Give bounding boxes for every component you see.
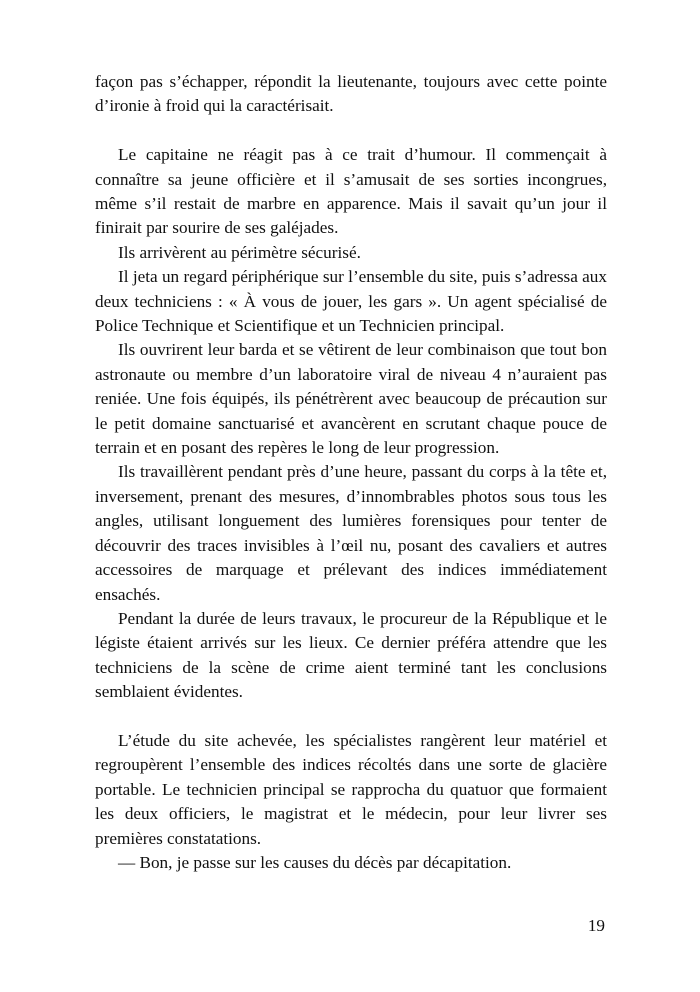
- paragraph-3: Ils arrivèrent au périmètre sécurisé.: [118, 242, 361, 262]
- paragraph-8: L’étude du site achevée, les spécialistes rangèrent leur matériel et regroupèrent l’ensemble des indices récoltés dans une sorte de glacière portable. Le technicien principal se rapprocha du quatuor que formaient les deux officiers, le magistrat et le médecin, pour leur livrer ses premières constatations.: [95, 730, 607, 848]
- paragraph-4: Il jeta un regard périphérique sur l’ensemble du site, puis s’adressa aux deux techniciens : « À vous de jouer, les gars ». Un agent spécialisé de Police Technique et Scientifique et un Technicien principal.: [95, 267, 607, 336]
- page-number: 19: [587, 916, 605, 935]
- paragraph-1: façon pas s’échapper, répondit la lieutenante, toujours avec cette pointe d’ironie à froid qui la caractérisait.: [95, 72, 607, 116]
- paragraph-6: Ils travaillèrent pendant près d’une heure, passant du corps à la tête et, inversement, prenant des mesures, d’innombrables photos sous tous les angles, utilisant longuement des lumières forensiques pour tenter de découvrir des traces invisibles à l’œil nu, posant des cavaliers et autres accessoires de marquage et prélevant des indices immédiatement ensachés.: [95, 462, 607, 604]
- page-body: [95, 70, 607, 875]
- paragraph-5: Ils ouvrirent leur barda et se vêtirent de leur combinaison que tout bon astronaute ou membre d’un laboratoire viral de niveau 4 n’auraient pas reniée. Une fois équipés, ils pénétrèrent avec beaucoup de précaution sur le petit domaine sanctuarisé et avancèrent en scrutant chaque pouce de terrain et en posant des repères le long de leur progression.: [95, 340, 607, 458]
- paragraph-7: Pendant la durée de leurs travaux, le procureur de la République et le légiste étaient arrivés sur les lieux. Ce dernier préféra attendre que les techniciens de la scène de crime aient terminé tant les conclusions semblaient évidentes.: [95, 608, 607, 702]
- paragraph-2: Le capitaine ne réagit pas à ce trait d’humour. Il commençait à connaître sa jeune officière et il s’amusait de ses sorties incongrues, même s’il restait de marbre en apparence. Mais il savait qu’un jour il finirait par sourire de ses galéjades.: [95, 145, 607, 238]
- paragraph-9: — Bon, je passe sur les causes du décès par décapitation.: [118, 852, 512, 872]
